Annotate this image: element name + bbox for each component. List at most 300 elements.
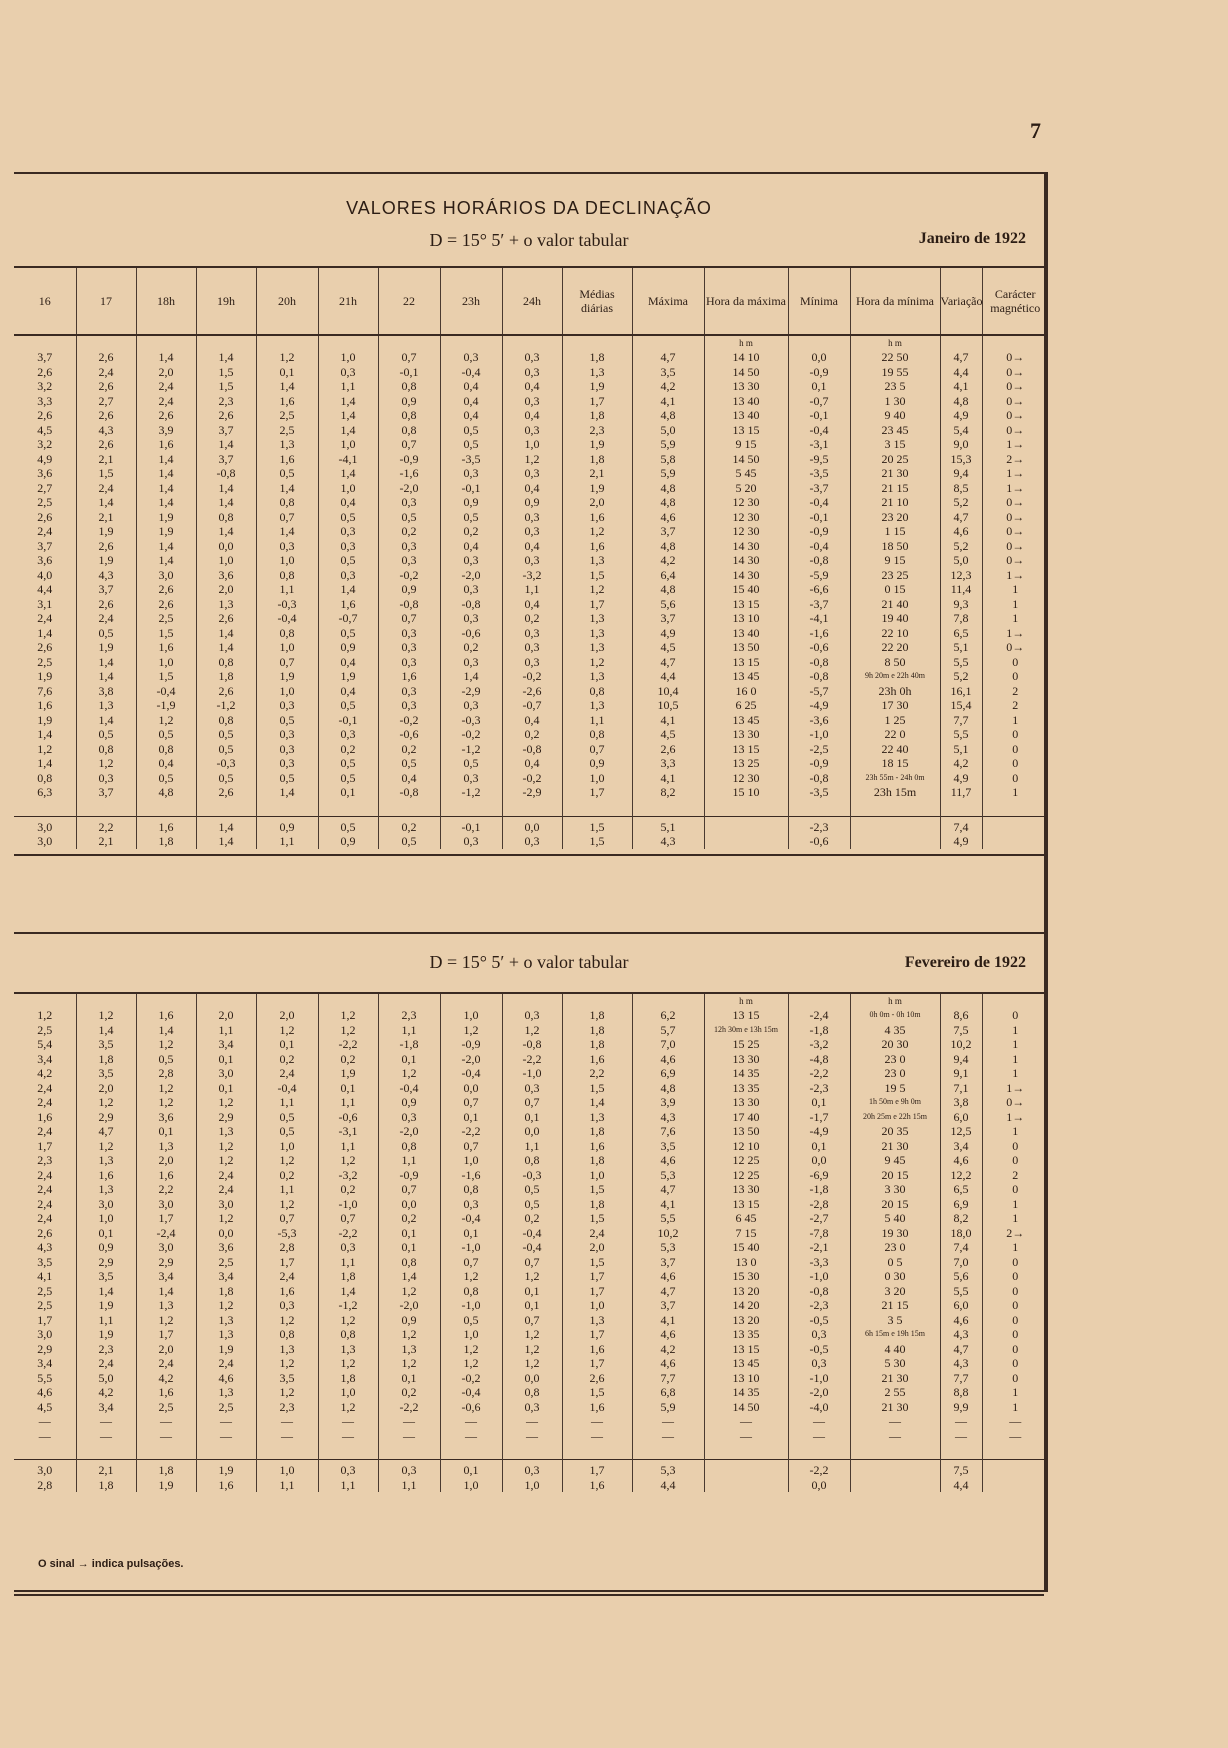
- table-cell: 0,3: [502, 626, 562, 641]
- table-cell: 0,8: [378, 423, 440, 438]
- table-cell: 1,4: [136, 1023, 196, 1038]
- table-row: [14, 365, 1048, 380]
- table-cell: 0,7: [256, 655, 318, 670]
- empty-cell: [502, 800, 562, 817]
- table-cell: 23 5: [850, 379, 940, 394]
- table-cell: -0,4: [256, 611, 318, 626]
- month-label-february: Fevereiro de 1922: [904, 954, 1026, 971]
- table-cell: 3,5: [256, 1371, 318, 1386]
- table-cell: 0,4: [318, 684, 378, 699]
- table-cell: 7,0: [940, 1255, 982, 1270]
- table-cell: 1,3: [76, 1153, 136, 1168]
- table-cell: 4,7: [632, 1284, 704, 1299]
- table-cell: -1,6: [788, 626, 850, 641]
- table-cell: 3 5: [850, 1313, 940, 1328]
- summary-cell: [982, 1460, 1048, 1478]
- table-cell: 0,5: [256, 1110, 318, 1125]
- table-cell: 18 15: [850, 756, 940, 771]
- summary-cell: 1,5: [562, 816, 632, 834]
- empty-cell: [632, 994, 704, 1008]
- table-cell: -0,7: [502, 698, 562, 713]
- table-cell: -2,0: [788, 1385, 850, 1400]
- empty-cell: [256, 994, 318, 1008]
- summary-cell: [704, 834, 788, 849]
- summary-cell: 0,9: [318, 834, 378, 849]
- table-cell: -0,2: [440, 1371, 502, 1386]
- table-cell: 3,5: [37, 1254, 53, 1269]
- table-cell: 0,4: [318, 495, 378, 510]
- table-cell: 1,6: [37, 698, 53, 712]
- column-header: 23h: [440, 267, 502, 335]
- table-cell: -3,2: [788, 1037, 850, 1052]
- table-cell: 1,2: [136, 1081, 196, 1096]
- table-cell: 9,3: [940, 597, 982, 612]
- table-cell: 0,5: [196, 727, 256, 742]
- table-cell: 7,8: [940, 611, 982, 626]
- table-cell: 0,9: [378, 1313, 440, 1328]
- table-cell: 2,6: [136, 408, 196, 423]
- table-cell: 0,2: [318, 1052, 378, 1067]
- table-cell: 3,4: [37, 1356, 53, 1370]
- table-cell: 1,9: [37, 712, 53, 727]
- table-cell: -4,0: [788, 1400, 850, 1415]
- table-cell: 4,6: [632, 1153, 704, 1168]
- table-row: [14, 1255, 1048, 1270]
- table-cell: 0,3: [502, 640, 562, 655]
- table-cell: 14 30: [704, 568, 788, 583]
- table-cell: -2,0: [378, 481, 440, 496]
- table-cell: 0,7: [378, 611, 440, 626]
- summary-cell: [850, 834, 940, 849]
- table-cell: 1,1: [502, 1139, 562, 1154]
- table-cell: 4,1: [632, 771, 704, 786]
- table-cell: 1,2: [37, 741, 53, 756]
- table-cell: 1,4: [318, 423, 378, 438]
- table-cell: 5,5: [940, 727, 982, 742]
- table-cell: -0,1: [788, 510, 850, 525]
- table-cell: 2,6: [76, 597, 136, 612]
- table-cell: 1,7: [562, 785, 632, 800]
- table-cell: 0,3: [440, 1197, 502, 1212]
- table-row: [14, 423, 1048, 438]
- table-cell: 2,5: [256, 408, 318, 423]
- table-cell: 6,9: [632, 1066, 704, 1081]
- table-cell: 3,1: [37, 596, 53, 611]
- table-cell: 15,4: [940, 698, 982, 713]
- table-cell: 4,6: [196, 1371, 256, 1386]
- table-cell: 13 20: [704, 1313, 788, 1328]
- table-cell: 16 0: [704, 684, 788, 699]
- table-row: [14, 713, 1048, 728]
- table-cell: 0,5: [256, 771, 318, 786]
- table-cell: 4,2: [76, 1385, 136, 1400]
- table-cell: -0,4: [788, 495, 850, 510]
- table-cell: 0,5: [502, 1182, 562, 1197]
- table-cell: 0,1: [318, 1081, 378, 1096]
- table-cell: 1,2: [318, 1313, 378, 1328]
- table-cell: 0h 0m - 0h 10m: [850, 1008, 940, 1023]
- table-cell: 6 45: [704, 1211, 788, 1226]
- table-cell: 4,1: [632, 1197, 704, 1212]
- hour-minute-units: h m: [850, 994, 940, 1008]
- table-cell: 0,9: [502, 495, 562, 510]
- table-cell: 0,1: [440, 1226, 502, 1241]
- table-cell: 21 30: [850, 466, 940, 481]
- empty-cell: [502, 994, 562, 1008]
- empty-cell: [502, 335, 562, 350]
- table-cell: 1,2: [37, 1008, 53, 1022]
- table-cell: 3,7: [37, 538, 53, 553]
- table-cell: 6,9: [940, 1197, 982, 1212]
- table-cell: 0,4: [318, 655, 378, 670]
- table-cell: 1,9: [196, 1342, 256, 1357]
- table-cell: 1,0: [256, 553, 318, 568]
- table-cell: 7,6: [632, 1124, 704, 1139]
- table-cell: 0,2: [378, 742, 440, 757]
- table-cell: 2,4: [37, 524, 53, 538]
- table-cell: 0,4: [502, 481, 562, 496]
- table-cell: 4,5: [37, 1399, 53, 1414]
- table-cell: 1,5: [562, 1081, 632, 1096]
- table-cell: -2,9: [502, 785, 562, 800]
- table-cell: —: [378, 1429, 440, 1444]
- table-cell: 0,7: [440, 1255, 502, 1270]
- table-cell: 5,0: [632, 423, 704, 438]
- table-cell: 1,2: [318, 1356, 378, 1371]
- table-cell: 2: [982, 698, 1048, 713]
- table-cell: 5,6: [632, 597, 704, 612]
- units-row: [14, 994, 1048, 1008]
- table-cell: 2,0: [562, 495, 632, 510]
- table-cell: 2,3: [76, 1342, 136, 1357]
- summary-cell: [850, 1460, 940, 1478]
- table-cell: 1,2: [136, 713, 196, 728]
- table-row: [14, 1037, 1048, 1052]
- empty-cell: [788, 800, 850, 817]
- summary-cell: 0,1: [440, 1460, 502, 1478]
- table-cell: 0: [982, 1298, 1048, 1313]
- table-cell: 0,2: [318, 1182, 378, 1197]
- table-cell: 2,4: [136, 394, 196, 409]
- table-cell: 1,9: [76, 524, 136, 539]
- table-cell: 1,1: [562, 713, 632, 728]
- table-cell: 0,4: [440, 539, 502, 554]
- table-cell: 1,4: [256, 481, 318, 496]
- table-cell: 7,4: [940, 1240, 982, 1255]
- table-cell: 13 30: [704, 1182, 788, 1197]
- table-row: [14, 582, 1048, 597]
- table-cell: 2,9: [37, 1341, 53, 1356]
- table-cell: 0,7: [256, 1211, 318, 1226]
- table-cell: 4,8: [632, 582, 704, 597]
- table-row: [14, 640, 1048, 655]
- empty-cell: [196, 800, 256, 817]
- table-cell: 1,4: [196, 640, 256, 655]
- table-cell: —: [940, 1429, 982, 1444]
- empty-cell: [14, 1443, 76, 1460]
- table-cell: 17 30: [850, 698, 940, 713]
- table-cell: 0,4: [502, 713, 562, 728]
- empty-cell: [704, 1443, 788, 1460]
- table-cell: 2,6: [196, 408, 256, 423]
- table-cell: 1,4: [318, 394, 378, 409]
- table-cell: 6,4: [632, 568, 704, 583]
- table-cell: 5 30: [850, 1356, 940, 1371]
- table-cell: 21 30: [850, 1371, 940, 1386]
- table-cell: 15 30: [704, 1269, 788, 1284]
- table-cell: 0,5: [378, 510, 440, 525]
- column-header: Médias diárias: [562, 267, 632, 335]
- table-cell: -0,4: [136, 684, 196, 699]
- table-cell: -0,9: [788, 756, 850, 771]
- table-cell: 0,5: [440, 1313, 502, 1328]
- table-cell: 4,2: [632, 379, 704, 394]
- table-cell: 0: [982, 655, 1048, 670]
- table-cell: 5,1: [940, 640, 982, 655]
- table-cell: —: [136, 1414, 196, 1429]
- table-cell: 23 0: [850, 1052, 940, 1067]
- table-cell: 0: [982, 1008, 1048, 1023]
- table-cell: 0,7: [378, 1182, 440, 1197]
- table-row: [14, 669, 1048, 684]
- table-cell: 5,9: [632, 1400, 704, 1415]
- summary-cell: 3,0: [37, 834, 53, 848]
- table-cell: 6h 15m e 19h 15m: [850, 1327, 940, 1342]
- table-cell: 21 15: [850, 1298, 940, 1313]
- table-cell: 0,3: [440, 655, 502, 670]
- table-cell: 1,4: [37, 756, 53, 770]
- table-cell: 14 50: [704, 365, 788, 380]
- table-row: [14, 1342, 1048, 1357]
- table-cell: 4,8: [940, 394, 982, 409]
- empty-cell: [788, 335, 850, 350]
- table-cell: 0,5: [318, 756, 378, 771]
- table-cell: -2,3: [788, 1081, 850, 1096]
- table-cell: 2,6: [37, 364, 53, 379]
- table-cell: 1,1: [256, 1182, 318, 1197]
- table-cell: 0,5: [318, 626, 378, 641]
- table-cell: 2: [982, 1168, 1048, 1183]
- table-cell: -0,3: [502, 1168, 562, 1183]
- table-cell: 7,7: [940, 713, 982, 728]
- table-cell: 6,3: [37, 785, 53, 799]
- empty-cell: [982, 335, 1048, 350]
- table-cell: 0,3: [318, 365, 378, 380]
- table-cell: 6,0: [940, 1298, 982, 1313]
- summary-cell: 1,0: [256, 1460, 318, 1478]
- table-cell: 1,2: [76, 1139, 136, 1154]
- table-cell: 8 50: [850, 655, 940, 670]
- table-cell: 1,9: [37, 669, 53, 683]
- table-cell: 4,6: [632, 1327, 704, 1342]
- table-cell: 12 25: [704, 1153, 788, 1168]
- table-cell: 21 30: [850, 1400, 940, 1415]
- table-cell: 5 40: [850, 1211, 940, 1226]
- table-cell: 23h 15m: [850, 785, 940, 800]
- table-cell: -2,0: [440, 1052, 502, 1067]
- table-cell: 2,6: [76, 379, 136, 394]
- table-cell: -0,8: [196, 466, 256, 481]
- table-cell: 4 40: [850, 1342, 940, 1357]
- table-cell: 23 45: [850, 423, 940, 438]
- table-cell: 0,7: [256, 510, 318, 525]
- table-cell: 0,8: [440, 1182, 502, 1197]
- empty-cell: [562, 994, 632, 1008]
- table-cell: -0,6: [440, 626, 502, 641]
- table-cell: 4,6: [632, 1356, 704, 1371]
- bottom-rule: [14, 1590, 1044, 1592]
- table-cell: 2,4: [37, 1196, 53, 1211]
- table-cell: 1,2: [378, 1327, 440, 1342]
- table-row: [14, 1197, 1048, 1212]
- table-cell: -1,2: [196, 698, 256, 713]
- table-row: [14, 1008, 1048, 1023]
- empty-cell: [850, 1443, 940, 1460]
- table-cell: 1,2: [256, 1153, 318, 1168]
- table-cell: 0,3: [440, 466, 502, 481]
- february-header: [14, 934, 1044, 992]
- table-cell: -3,7: [788, 481, 850, 496]
- table-cell: 0,1: [196, 1052, 256, 1067]
- table-cell: 4,1: [632, 394, 704, 409]
- table-cell: 1,2: [136, 1037, 196, 1052]
- table-cell: 1,0: [256, 684, 318, 699]
- table-cell: 3,7: [196, 452, 256, 467]
- table-cell: 0,0: [378, 1197, 440, 1212]
- table-cell: 1,4: [318, 408, 378, 423]
- table-cell: 2,4: [76, 1356, 136, 1371]
- summary-cell: [982, 834, 1048, 849]
- table-cell: 9h 20m e 22h 40m: [850, 669, 940, 684]
- column-header: 18h: [136, 267, 196, 335]
- table-cell: 0,1: [502, 1110, 562, 1125]
- table-cell: 0,9: [440, 495, 502, 510]
- column-header: 21h: [318, 267, 378, 335]
- table-cell: 1,4: [318, 582, 378, 597]
- table-cell: -0,4: [502, 1240, 562, 1255]
- table-cell: 7,5: [940, 1023, 982, 1038]
- table-cell: -0,9: [378, 452, 440, 467]
- table-cell: 2,4: [76, 365, 136, 380]
- table-cell: 3,4: [940, 1139, 982, 1154]
- table-cell: -2,7: [788, 1211, 850, 1226]
- table-cell: —: [502, 1429, 562, 1444]
- table-cell: 1,4: [136, 539, 196, 554]
- table-cell: 4,1: [632, 1313, 704, 1328]
- table-cell: 2→: [982, 1226, 1048, 1241]
- table-cell: 1,5: [562, 1182, 632, 1197]
- table-cell: 13 35: [704, 1081, 788, 1096]
- hour-minute-units: h m: [704, 994, 788, 1008]
- table-cell: 20 30: [850, 1037, 940, 1052]
- table-cell: 3,2: [37, 437, 53, 451]
- table-cell: 0,8: [256, 626, 318, 641]
- table-cell: 9,9: [940, 1400, 982, 1415]
- table-cell: -3,2: [318, 1168, 378, 1183]
- empty-cell: [76, 994, 136, 1008]
- table-cell: 3,6: [136, 1110, 196, 1125]
- table-cell: 2,5: [37, 495, 53, 509]
- empty-cell: [940, 800, 982, 817]
- table-cell: 1,7: [136, 1211, 196, 1226]
- table-cell: 1,2: [502, 1269, 562, 1284]
- table-cell: 13 15: [704, 423, 788, 438]
- table-cell: 0,3: [76, 771, 136, 786]
- table-cell: 15 10: [704, 785, 788, 800]
- table-cell: 1: [982, 1023, 1048, 1038]
- table-cell: 14 30: [704, 553, 788, 568]
- table-cell: 2→: [982, 452, 1048, 467]
- summary-cell: 3,0: [14, 1460, 76, 1478]
- table-cell: 0,4: [502, 597, 562, 612]
- table-cell: -2,2: [378, 1400, 440, 1415]
- table-cell: -2,0: [378, 1298, 440, 1313]
- table-cell: 1,3: [562, 1110, 632, 1125]
- empty-cell: [378, 800, 440, 817]
- table-cell: -0,9: [378, 1168, 440, 1183]
- table-cell: 0: [982, 1284, 1048, 1299]
- table-cell: 0,8: [318, 1327, 378, 1342]
- table-cell: 3,0: [76, 1197, 136, 1212]
- table-cell: —: [38, 1414, 51, 1428]
- table-cell: 1→: [982, 568, 1048, 583]
- table-cell: -0,4: [378, 1081, 440, 1096]
- table-cell: 0,3: [440, 698, 502, 713]
- table-cell: 2,4: [256, 1066, 318, 1081]
- table-cell: 1,2: [136, 1313, 196, 1328]
- table-cell: 1,9: [318, 1066, 378, 1081]
- table-cell: -0,4: [440, 1385, 502, 1400]
- table-cell: 1,0: [76, 1211, 136, 1226]
- table-cell: 1,2: [76, 1095, 136, 1110]
- table-cell: 14 10: [704, 350, 788, 365]
- table-cell: -1,9: [136, 698, 196, 713]
- table-cell: 0,5: [440, 510, 502, 525]
- table-cell: 4,9: [632, 626, 704, 641]
- table-cell: 1,1: [378, 1023, 440, 1038]
- table-cell: 13 0: [704, 1255, 788, 1270]
- table-cell: 1,4: [37, 727, 53, 741]
- table-cell: 2,6: [136, 597, 196, 612]
- table-cell: —: [562, 1414, 632, 1429]
- table-cell: 0,0: [502, 1124, 562, 1139]
- table-cell: 5,9: [632, 437, 704, 452]
- table-cell: 0,5: [318, 698, 378, 713]
- summary-cell: 1,0: [502, 1478, 562, 1493]
- table-cell: 12 10: [704, 1139, 788, 1154]
- table-cell: 2,6: [37, 640, 53, 654]
- table-cell: 0,5: [256, 466, 318, 481]
- table-row: [14, 1385, 1048, 1400]
- table-cell: -4,8: [788, 1052, 850, 1067]
- summary-cell: -2,2: [788, 1460, 850, 1478]
- table-cell: 0,5: [196, 771, 256, 786]
- table-cell: 3,2: [37, 379, 53, 393]
- table-cell: 0,4: [440, 408, 502, 423]
- table-cell: 2,8: [256, 1240, 318, 1255]
- table-cell: 0,0: [788, 350, 850, 365]
- table-cell: 1,4: [76, 1284, 136, 1299]
- table-cell: 3 30: [850, 1182, 940, 1197]
- table-cell: 13 50: [704, 1124, 788, 1139]
- table-row: [14, 1371, 1048, 1386]
- table-cell: 12,2: [940, 1168, 982, 1183]
- empty-cell: [14, 800, 76, 817]
- table-cell: 8,5: [940, 481, 982, 496]
- table-cell: 0,3: [502, 524, 562, 539]
- table-cell: 13 25: [704, 756, 788, 771]
- table-cell: 0: [982, 1139, 1048, 1154]
